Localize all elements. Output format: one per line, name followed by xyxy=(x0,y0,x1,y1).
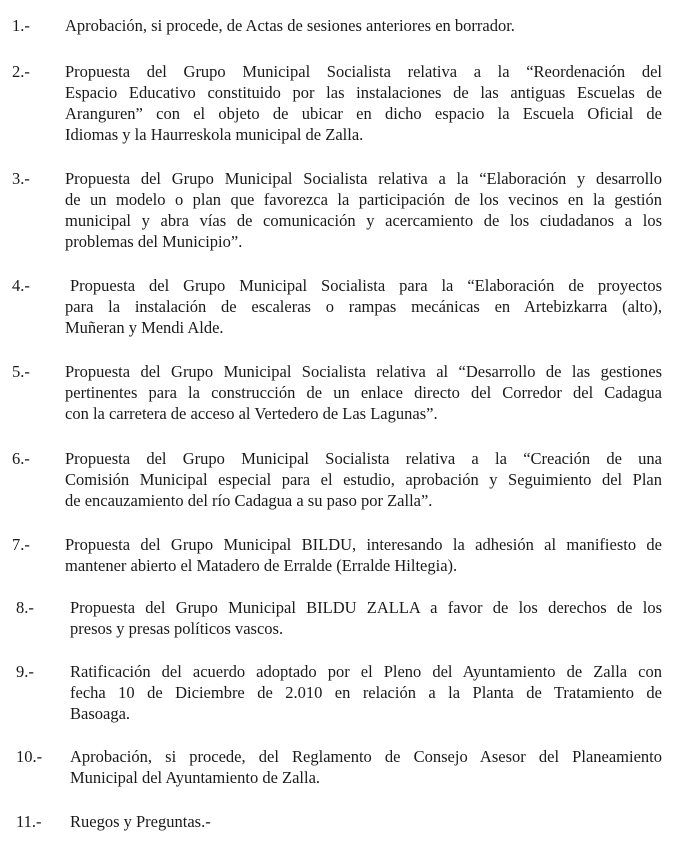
item-text xyxy=(65,15,662,36)
item-text xyxy=(65,448,662,511)
item-number: 1.- xyxy=(12,16,30,35)
item-number: 10.- xyxy=(16,747,43,766)
text-line: Municipal del Ayuntamiento de Zalla. xyxy=(70,768,321,787)
text-line: Ruegos y Preguntas.- xyxy=(70,812,211,831)
text-line: Basoaga. xyxy=(70,704,131,723)
item-number: 2.- xyxy=(12,62,30,81)
item-text xyxy=(65,168,662,252)
text-line: Aranguren” con el objeto de ubicar en dicho espacio la Escuela Oficial de xyxy=(65,104,662,123)
text-line: Propuesta del Grupo Municipal BILDU, interesando la adhesión al manifiesto de xyxy=(65,535,662,554)
text-line: Propuesta del Grupo Municipal Socialista relativa a la “Creación de una xyxy=(65,449,662,468)
item-number: 5.- xyxy=(12,362,30,381)
item-text xyxy=(65,61,662,145)
text-line: Espacio Educativo constituido por las instalaciones de las antiguas Escuelas de xyxy=(65,83,662,102)
item-number: 6.- xyxy=(12,449,30,468)
item-number: 4.- xyxy=(12,276,30,295)
text-line: de encauzamiento del río Cadagua a su paso por Zalla”. xyxy=(65,491,433,510)
text-line: pertinentes para la construcción de un enlace directo del Corredor del Cadagua xyxy=(65,383,662,402)
item-text xyxy=(65,275,662,338)
item-number: 11.- xyxy=(16,812,42,831)
item-number: 7.- xyxy=(12,535,30,554)
item-text xyxy=(70,746,662,788)
item-text xyxy=(65,361,662,424)
text-line: municipal y abra vías de comunicación y acercamiento de los ciudadanos a los xyxy=(65,211,662,230)
item-number: 8.- xyxy=(16,598,34,617)
item-number: 3.- xyxy=(12,169,30,188)
text-line: Muñeran y Mendi Alde. xyxy=(65,318,224,337)
item-number: 9.- xyxy=(16,662,34,681)
text-line: Ratificación del acuerdo adoptado por el Pleno del Ayuntamiento de Zalla con xyxy=(70,662,662,681)
item-text xyxy=(70,811,662,832)
item-text xyxy=(70,597,662,639)
text-line: Comisión Municipal especial para el estudio, aprobación y Seguimiento del Plan xyxy=(65,470,662,489)
text-line: Propuesta del Grupo Municipal Socialista para la “Elaboración de proyectos xyxy=(70,276,662,295)
text-line: Propuesta del Grupo Municipal Socialista relativa a la “Elaboración y desarrollo xyxy=(65,169,662,188)
text-line: fecha 10 de Diciembre de 2.010 en relación a la Planta de Tratamiento de xyxy=(70,683,662,702)
text-line: mantener abierto el Matadero de Erralde (Erralde Hiltegia). xyxy=(65,556,458,575)
text-line: problemas del Municipio”. xyxy=(65,232,243,251)
text-line: presos y presas políticos vascos. xyxy=(70,619,284,638)
text-line: de un modelo o plan que favorezca la participación de los vecinos en la gestión xyxy=(65,190,662,209)
text-line: con la carretera de acceso al Vertedero de Las Lagunas”. xyxy=(65,404,438,423)
text-line: Aprobación, si procede, de Actas de sesiones anteriores en borrador. xyxy=(65,16,515,35)
text-line: Idiomas y la Haurreskola municipal de Zalla. xyxy=(65,125,364,144)
text-line: Aprobación, si procede, del Reglamento de Consejo Asesor del Planeamiento xyxy=(70,747,662,766)
item-text xyxy=(65,534,662,576)
text-line: Propuesta del Grupo Municipal Socialista relativa a la “Reordenación del xyxy=(65,62,662,81)
text-line: Propuesta del Grupo Municipal Socialista relativa al “Desarrollo de las gestiones xyxy=(65,362,662,381)
text-line: Propuesta del Grupo Municipal BILDU ZALLA a favor de los derechos de los xyxy=(70,598,662,617)
item-text xyxy=(70,661,662,724)
text-line: para la instalación de escaleras o rampas mecánicas en Artebizkarra (alto), xyxy=(65,297,662,316)
